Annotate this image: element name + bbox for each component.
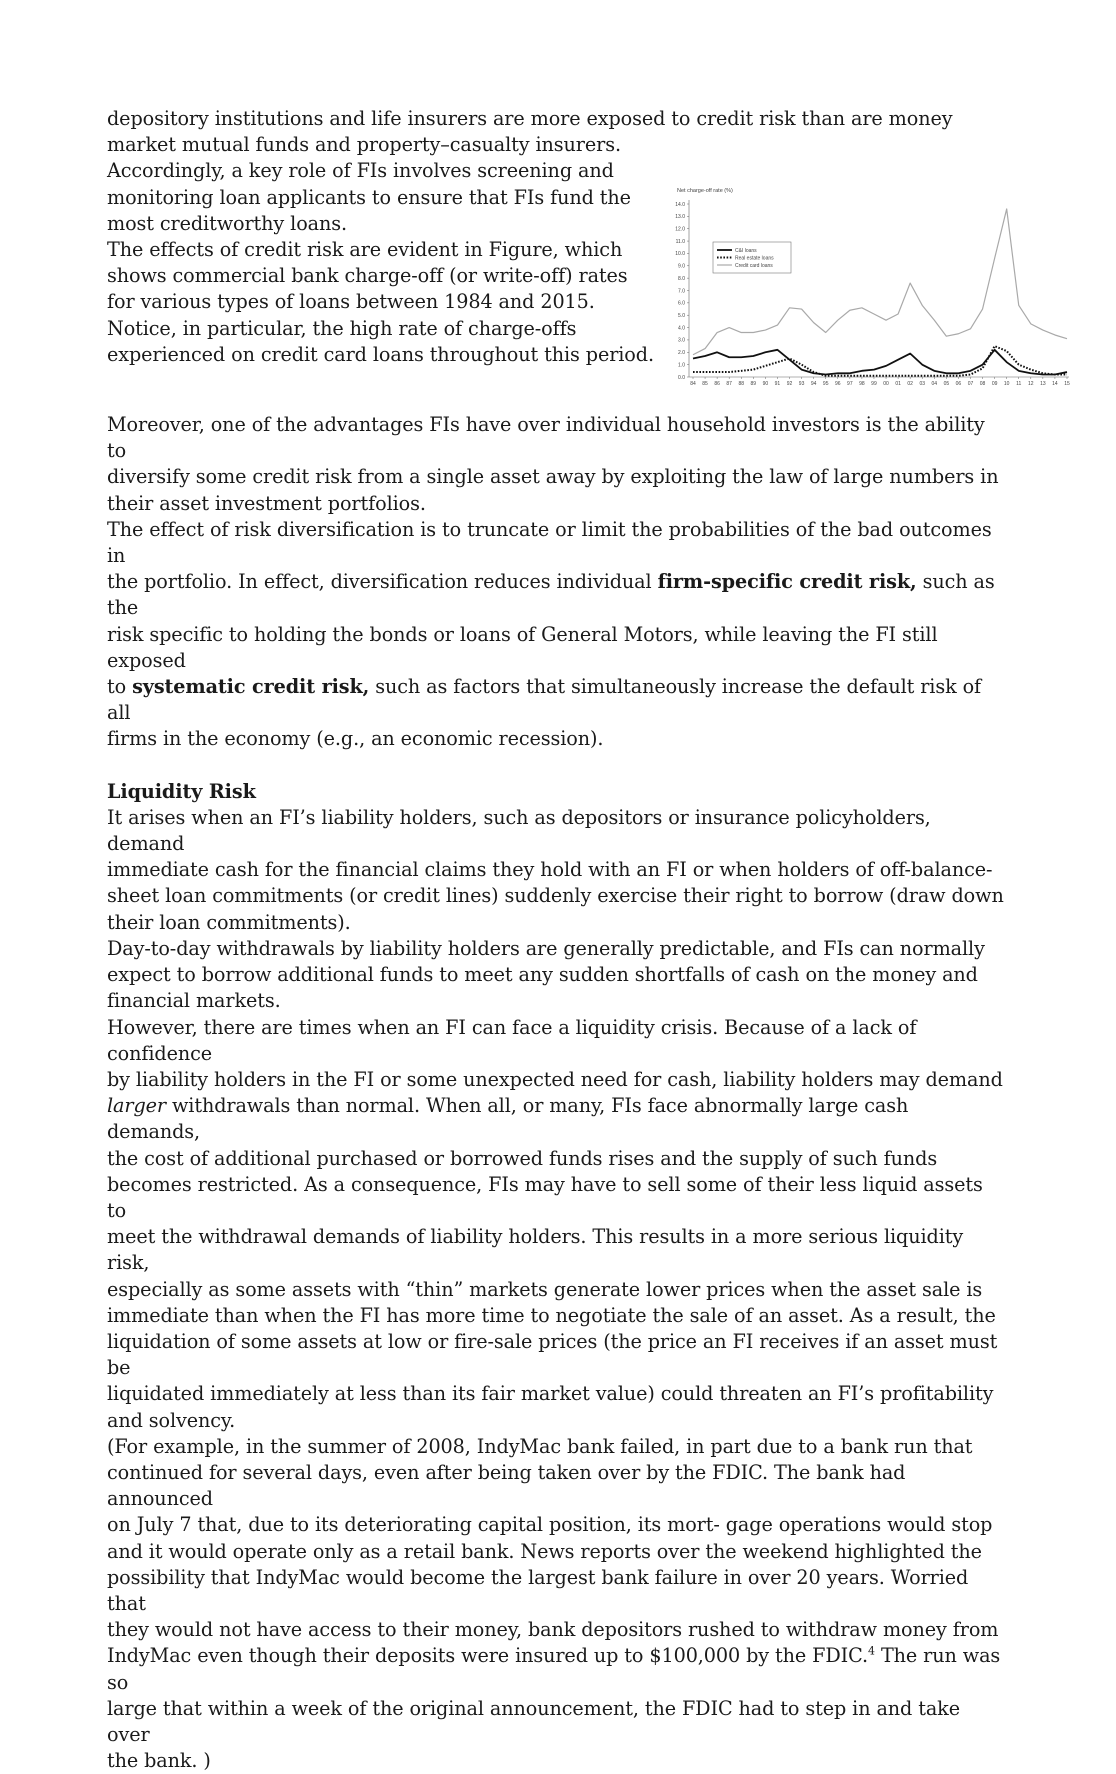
- charge-off-chart: [675, 182, 1075, 396]
- section-heading: Liquidity Risk: [107, 779, 1007, 805]
- credit-text-column: [107, 158, 667, 368]
- document-page: [107, 106, 1007, 1774]
- diversification-line: diversify some credit risk from a single asset away by exploiting the law of large numbers in: [107, 464, 1007, 490]
- liquidity-line: (For example, in the summer of 2008, IndyMac bank failed, in part due to a bank run that: [107, 1434, 1007, 1460]
- x-tick-label: 09: [992, 381, 998, 387]
- credit-line: Accordingly, a key role of FIs involves screening and: [107, 158, 667, 184]
- y-tick-label: 2.0: [678, 350, 685, 356]
- x-tick-label: 10: [1004, 381, 1010, 387]
- footnote-marker: 4: [868, 1645, 875, 1658]
- liquidity-line: liquidation of some assets at low or fire-sale prices (the price an FI receives if an asset must be: [107, 1329, 1007, 1381]
- x-tick-label: 93: [799, 381, 805, 387]
- text-span: withdrawals than normal. When all, or many, FIs face abnormally large cash demands,: [107, 1094, 908, 1143]
- credit-line: most creditworthy loans.: [107, 211, 667, 237]
- liquidity-paragraph-c: [107, 1696, 1007, 1774]
- x-tick-label: 85: [702, 381, 708, 387]
- x-tick-label: 15: [1064, 381, 1070, 387]
- y-tick-label: 13.0: [675, 214, 685, 220]
- credit-line: experienced on credit card loans throughout this period.: [107, 342, 667, 368]
- diversification-section: [107, 412, 1007, 753]
- series-line-c-i-loans: [693, 350, 1067, 375]
- liquidity-line: Day-to-day withdrawals by liability holders are generally predictable, and FIs can normally: [107, 936, 1007, 962]
- series-line-credit-card-loans: [693, 209, 1067, 355]
- credit-line: The effects of credit risk are evident in Figure, which: [107, 237, 667, 263]
- diversification-line: The effect of risk diversification is to truncate or limit the probabilities of the bad outcomes in: [107, 517, 1007, 569]
- liquidity-line: financial markets.: [107, 988, 1007, 1014]
- y-tick-label: 10.0: [675, 251, 685, 257]
- x-tick-label: 88: [738, 381, 744, 387]
- x-tick-label: 02: [907, 381, 913, 387]
- y-tick-label: 3.0: [678, 338, 685, 344]
- text-span: such as the: [107, 570, 995, 619]
- x-tick-label: 01: [895, 381, 901, 387]
- liquidity-line: It arises when an FI’s liability holders, such as depositors or insurance policyholders, demand: [107, 805, 1007, 857]
- x-tick-label: 13: [1040, 381, 1046, 387]
- liquidity-line: by liability holders in the FI or some unexpected need for cash, liability holders may demand: [107, 1067, 1007, 1093]
- y-tick-label: 9.0: [678, 264, 685, 270]
- liquidity-paragraph-a: [107, 805, 1007, 1093]
- liquidity-line: However, there are times when an FI can face a liquidity crisis. Because of a lack of confidence: [107, 1015, 1007, 1067]
- systematic-term: systematic credit risk,: [132, 675, 369, 698]
- x-tick-label: 89: [751, 381, 757, 387]
- diversification-line: their asset investment portfolios.: [107, 491, 1007, 517]
- x-tick-label: 90: [763, 381, 769, 387]
- liquidity-line: especially as some assets with “thin” markets generate lower prices when the asset sale is: [107, 1277, 1007, 1303]
- liquidity-line: expect to borrow additional funds to meet any sudden shortfalls of cash on the money and: [107, 962, 1007, 988]
- liquidity-line: becomes restricted. As a consequence, FIs may have to sell some of their less liquid assets to: [107, 1172, 1007, 1224]
- x-tick-label: 08: [980, 381, 986, 387]
- credit-line: shows commercial bank charge-off (or write-off) rates: [107, 263, 667, 289]
- x-tick-label: 91: [775, 381, 781, 387]
- x-tick-label: 14: [1052, 381, 1058, 387]
- x-tick-label: 06: [956, 381, 962, 387]
- x-tick-label: 11: [1016, 381, 1021, 387]
- liquidity-line: the bank. ): [107, 1748, 1007, 1774]
- y-tick-label: 6.0: [678, 301, 685, 307]
- liquidity-line: continued for several days, even after being taken over by the FDIC. The bank had announced: [107, 1460, 1007, 1512]
- diversification-line: [107, 569, 1007, 621]
- y-tick-label: 5.0: [678, 313, 685, 319]
- credit-line: for various types of loans between 1984 and 2015.: [107, 289, 667, 315]
- x-tick-label: 95: [823, 381, 829, 387]
- y-tick-label: 0.0: [678, 375, 685, 381]
- diversification-line: firms in the economy (e.g., an economic recession).: [107, 726, 1007, 752]
- x-tick-label: 04: [932, 381, 938, 387]
- diversification-line: [107, 674, 1007, 726]
- liquidity-line: [107, 1643, 1007, 1695]
- liquidity-section: [107, 779, 1007, 1774]
- credit-line: Notice, in particular, the high rate of charge-offs: [107, 316, 667, 342]
- text-span: to: [107, 675, 132, 698]
- y-axis-label: Net charge-off rate (%): [677, 188, 733, 194]
- credit-line: monitoring loan applicants to ensure that FIs fund the: [107, 185, 667, 211]
- liquidity-line: immediate than when the FI has more time to negotiate the sale of an asset. As a result, the: [107, 1303, 1007, 1329]
- liquidity-line: the cost of additional purchased or borrowed funds rises and the supply of such funds: [107, 1146, 1007, 1172]
- intro-line-2: market mutual funds and property–casualty insurers.: [107, 132, 1007, 158]
- x-tick-label: 03: [919, 381, 925, 387]
- liquidity-line: liquidated immediately at less than its fair market value) could threaten an FI’s profitability: [107, 1381, 1007, 1407]
- y-tick-label: 11.0: [676, 239, 686, 245]
- y-tick-label: 4.0: [678, 325, 685, 331]
- x-tick-label: 98: [859, 381, 865, 387]
- x-tick-label: 05: [944, 381, 950, 387]
- liquidity-line: meet the withdrawal demands of liability holders. This results in a more serious liquidity risk,: [107, 1224, 1007, 1276]
- y-tick-label: 1.0: [678, 362, 685, 368]
- x-tick-label: 12: [1028, 381, 1034, 387]
- liquidity-line: their loan commitments).: [107, 910, 1007, 936]
- x-tick-label: 94: [811, 381, 817, 387]
- x-tick-label: 00: [883, 381, 889, 387]
- x-tick-label: 84: [690, 381, 696, 387]
- emphasis-word: larger: [107, 1094, 166, 1117]
- liquidity-line: [107, 1093, 1007, 1145]
- x-tick-label: 92: [787, 381, 793, 387]
- y-tick-label: 14.0: [675, 202, 685, 208]
- liquidity-line: and it would operate only as a retail bank. News reports over the weekend highlighted the: [107, 1539, 1007, 1565]
- diversification-line: Moreover, one of the advantages FIs have over individual household investors is the ability to: [107, 412, 1007, 464]
- liquidity-line: on July 7 that, due to its deteriorating capital position, its mort- gage operations would stop: [107, 1512, 1007, 1538]
- liquidity-line: large that within a week of the original announcement, the FDIC had to step in and take over: [107, 1696, 1007, 1748]
- x-tick-label: 99: [871, 381, 877, 387]
- legend-label: Real estate loans: [735, 255, 774, 261]
- text-span: IndyMac even though their deposits were insured up to $100,000 by the FDIC.: [107, 1644, 868, 1667]
- x-tick-label: 86: [714, 381, 720, 387]
- legend-label: Credit card loans: [735, 263, 773, 269]
- series-line-real-estate-loans: [693, 346, 1067, 376]
- legend-label: C&I loans: [735, 248, 757, 254]
- y-tick-label: 7.0: [678, 288, 685, 294]
- credit-risk-section: [107, 106, 1007, 368]
- y-tick-label: 8.0: [678, 276, 685, 282]
- liquidity-line: and solvency.: [107, 1408, 1007, 1434]
- text-span: The run was so: [107, 1644, 1000, 1693]
- x-tick-label: 87: [726, 381, 732, 387]
- diversification-line: risk specific to holding the bonds or loans of General Motors, while leaving the FI still exposed: [107, 622, 1007, 674]
- x-tick-label: 96: [835, 381, 841, 387]
- intro-line-1: depository institutions and life insurers are more exposed to credit risk than are money: [107, 106, 1007, 132]
- liquidity-line: possibility that IndyMac would become the largest bank failure in over 20 years. Worried that: [107, 1565, 1007, 1617]
- liquidity-line: sheet loan commitments (or credit lines) suddenly exercise their right to borrow (draw down: [107, 883, 1007, 909]
- x-tick-label: 97: [847, 381, 853, 387]
- firm-specific-term: firm-specific credit risk,: [658, 570, 917, 593]
- y-tick-label: 12.0: [675, 227, 685, 233]
- liquidity-paragraph-b: [107, 1146, 1007, 1644]
- liquidity-line: they would not have access to their money, bank depositors rushed to withdraw money from: [107, 1617, 1007, 1643]
- text-span: such as factors that simultaneously increase the default risk of all: [107, 675, 981, 724]
- x-tick-label: 07: [968, 381, 974, 387]
- charge-off-chart-svg: [675, 182, 1075, 396]
- text-span: the portfolio. In effect, diversification reduces individual: [107, 570, 658, 593]
- liquidity-line: immediate cash for the financial claims they hold with an FI or when holders of off-balance-: [107, 857, 1007, 883]
